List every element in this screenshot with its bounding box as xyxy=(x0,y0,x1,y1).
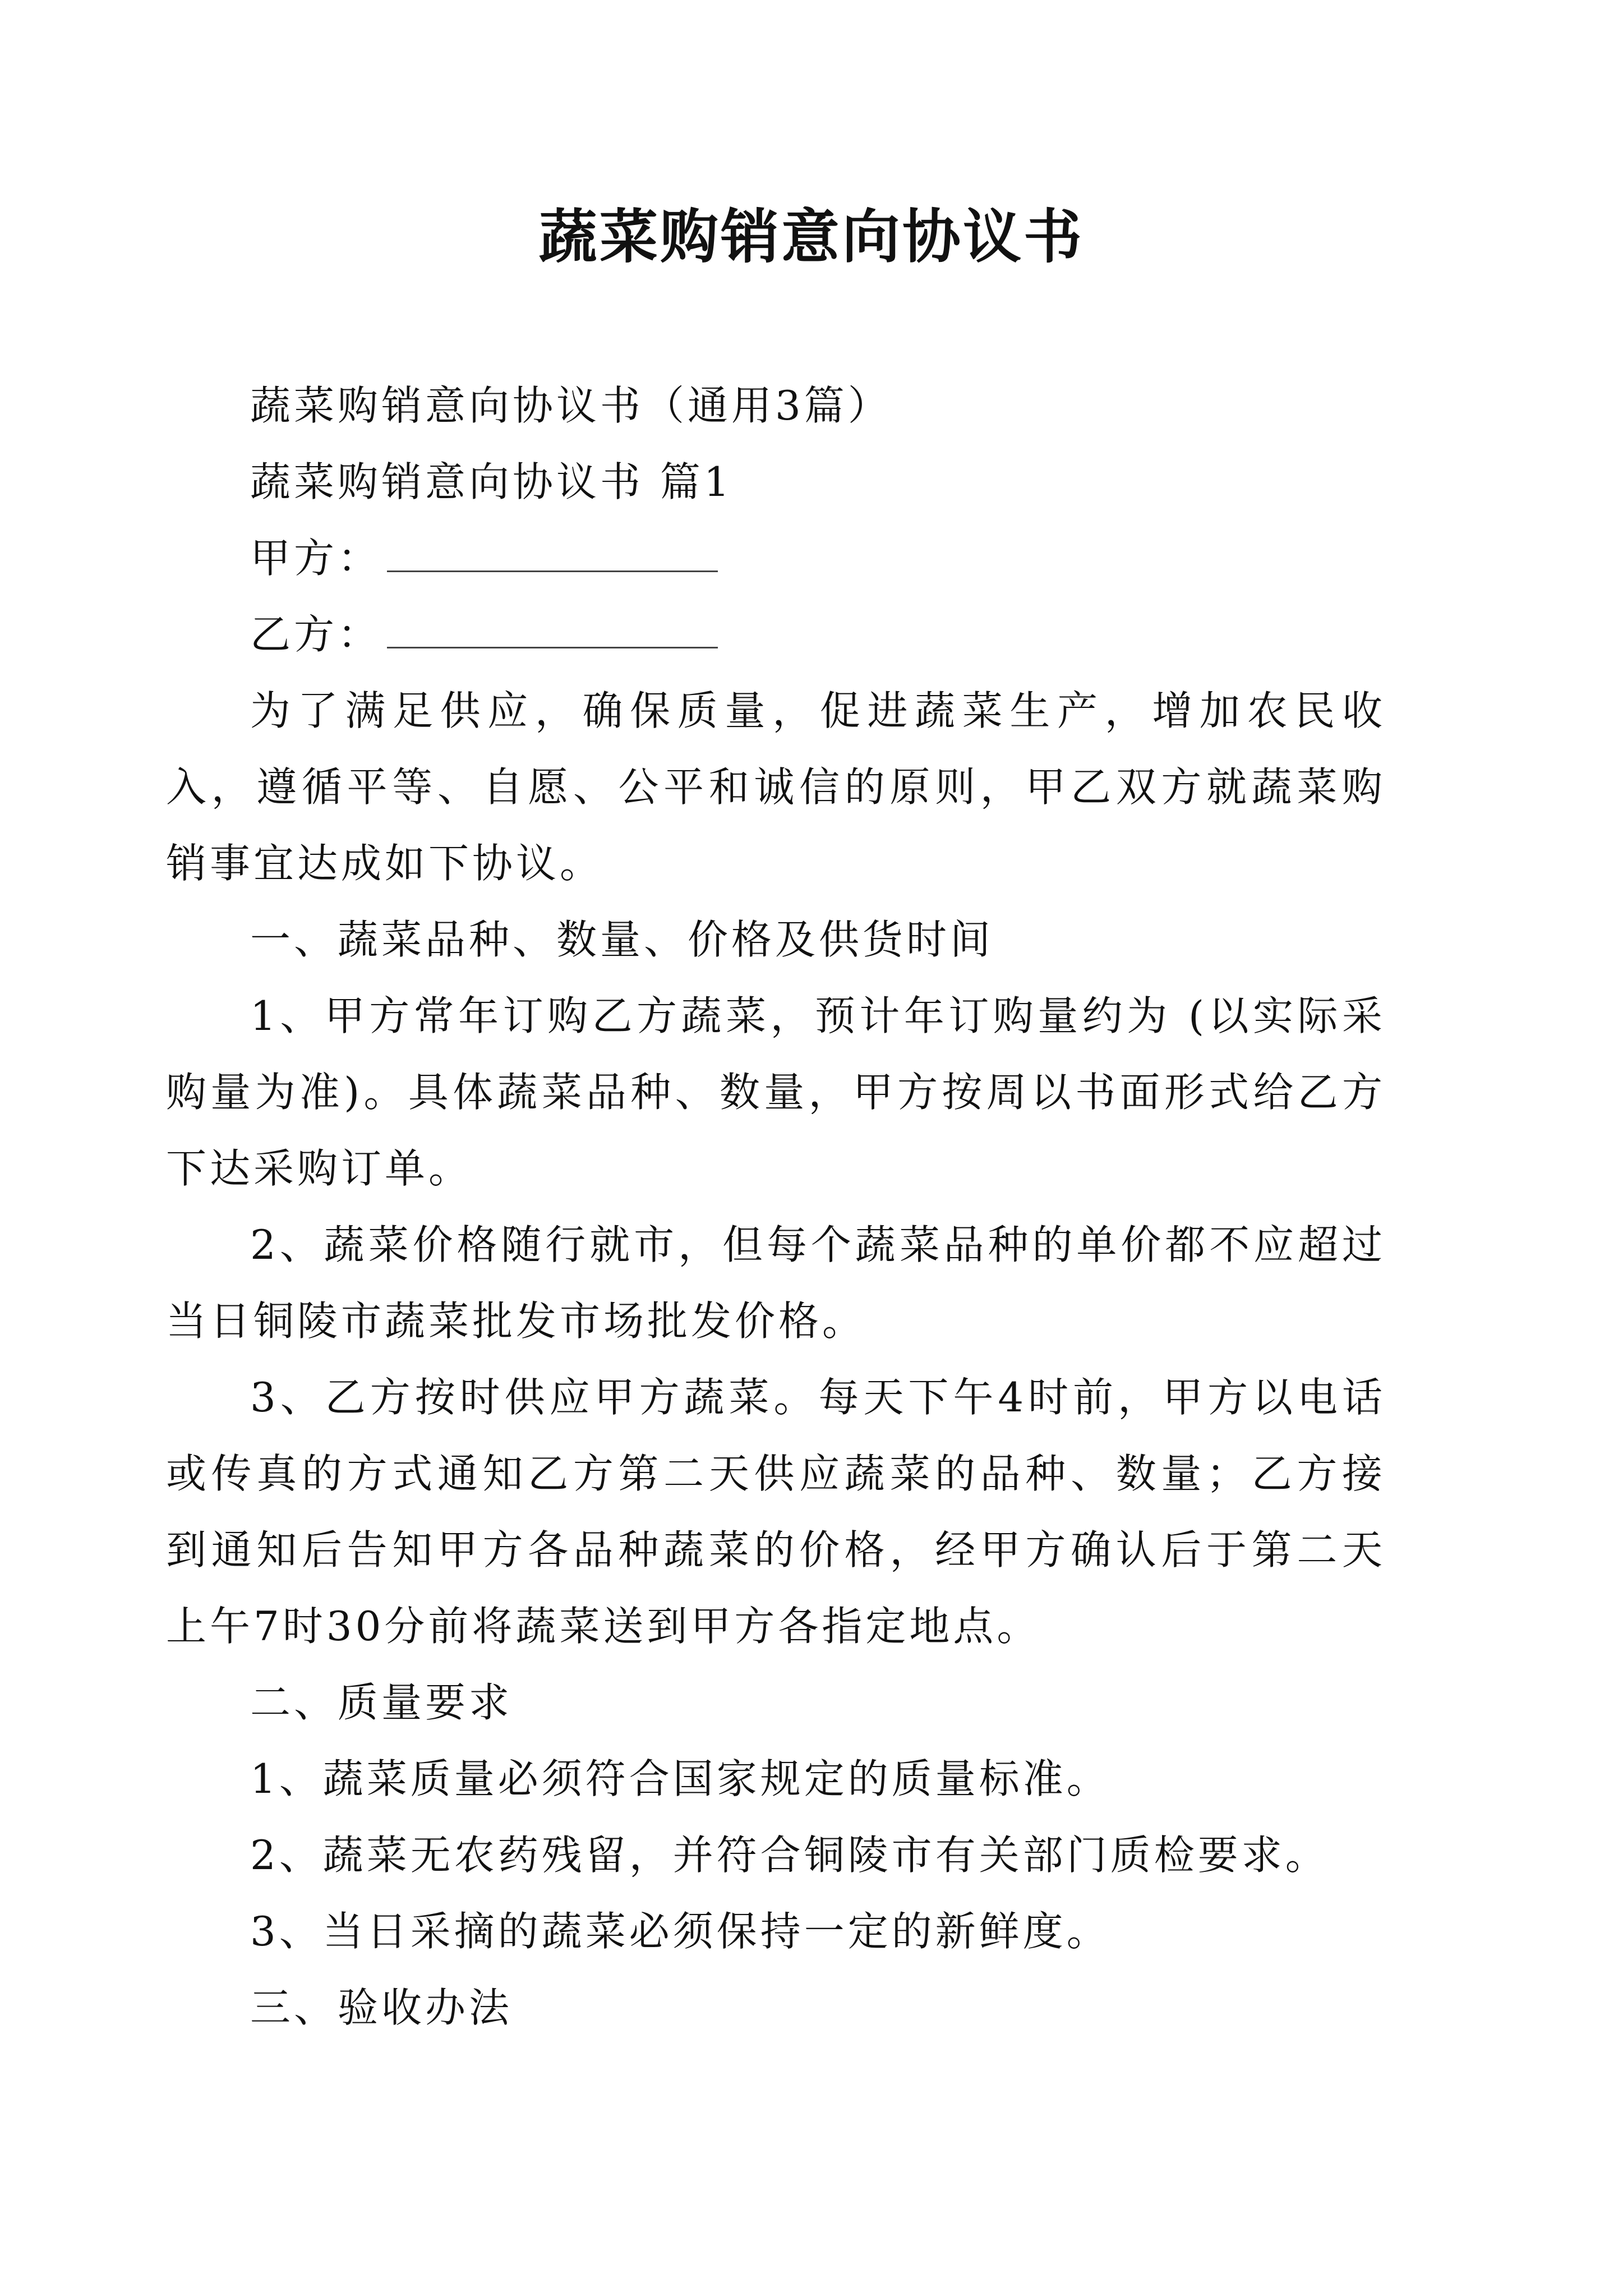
item-1-2: 2、蔬菜价格随行就市，但每个蔬菜品种的单价都不应超过当日铜陵市蔬菜批发市场批发价格。 xyxy=(166,1221,1386,1345)
item-2-2: 2、蔬菜无农药残留，并符合铜陵市有关部门质检要求。 xyxy=(250,1832,1329,1879)
section-heading: 蔬菜购销意向协议书 篇1 xyxy=(250,458,733,505)
heading-3: 三、验收办法 xyxy=(250,1984,513,2031)
party-a-line xyxy=(250,520,1386,596)
heading-1: 一、蔬菜品种、数量、价格及供货时间 xyxy=(250,916,994,963)
intro-paragraph: 为了满足供应，确保质量，促进蔬菜生产，增加农民收入，遵循平等、自愿、公平和诚信的原则，甲乙双方就蔬菜购销事宜达成如下协议。 xyxy=(166,687,1386,887)
item-1-1: 1、甲方常年订购乙方蔬菜，预计年订购量约为 (以实际采购量为准)。具体蔬菜品种、数量，甲方按周以书面形式给乙方下达采购订单。 xyxy=(166,992,1386,1192)
party-b-line xyxy=(250,596,1386,673)
heading-2: 二、质量要求 xyxy=(250,1679,513,1726)
item-2-1: 1、蔬菜质量必须符合国家规定的质量标准。 xyxy=(250,1755,1110,1802)
party-a-label: 甲方： xyxy=(250,535,382,582)
item-1-3: 3、乙方按时供应甲方蔬菜。每天下午4时前，甲方以电话或传真的方式通知乙方第二天供应蔬菜的品种、数量；乙方接到通知后告知甲方各品种蔬菜的价格，经甲方确认后于第二天上午7时30分前将蔬菜送到甲方各指定地点。 xyxy=(166,1374,1386,1650)
party-b-blank-field xyxy=(387,645,718,648)
item-2-3: 3、当日采摘的蔬菜必须保持一定的新鲜度。 xyxy=(250,1908,1110,1955)
document-body xyxy=(166,367,1386,2046)
document-title: 蔬菜购销意向协议书 xyxy=(538,202,1084,271)
document-subtitle: 蔬菜购销意向协议书（通用3篇） xyxy=(250,382,892,429)
party-a-blank-field xyxy=(387,568,718,572)
party-b-label: 乙方： xyxy=(250,611,382,658)
